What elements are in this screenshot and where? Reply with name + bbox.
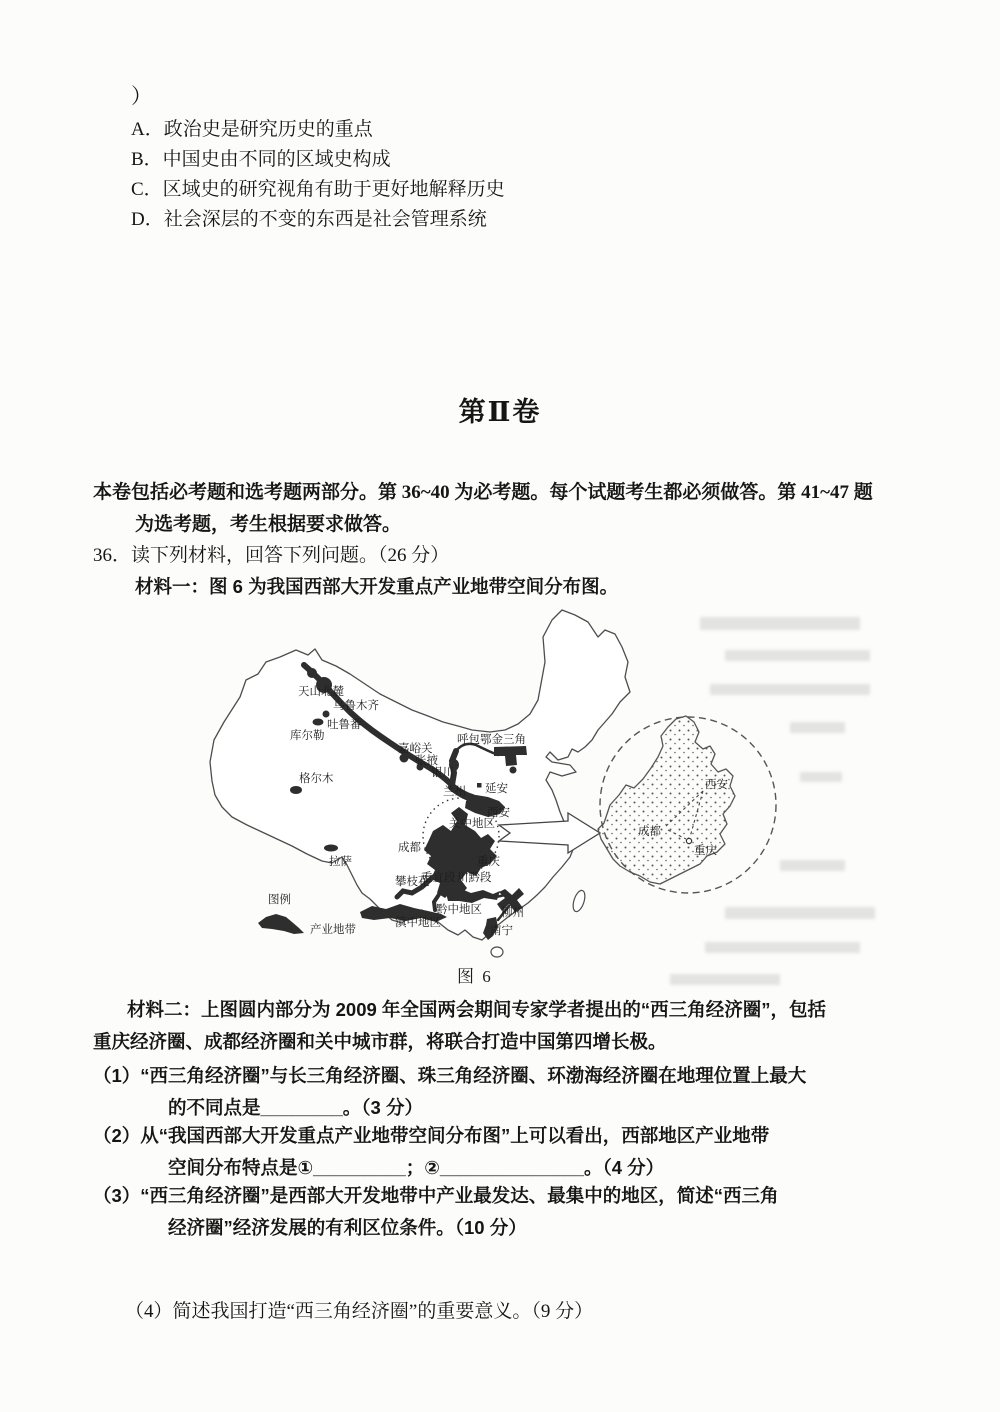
map-label-tianshan: 天山北麓 [298, 686, 344, 698]
map-label-xian: 西安 [487, 807, 510, 819]
q36-sub3-line2: 经济圈”经济发展的有利区位条件。（10 分） [168, 1217, 527, 1238]
map-label-chongyi: 重宜段 [421, 872, 456, 884]
q36-sub1-line2: 的不同点是________。（3 分） [168, 1097, 423, 1118]
intro-line-2: 为选考题，考生根据要求做答。 [135, 514, 402, 535]
map-label-chengdu: 成都 [398, 842, 421, 854]
map-legend [258, 892, 356, 936]
map-label-hubaoe: 呼包鄂金三角 [457, 734, 526, 746]
map-label-golmud: 格尔木 [299, 773, 334, 785]
map-label-chuanqian: 川黔段 [457, 872, 492, 884]
map-label-panzhihua: 攀枝花 [395, 876, 430, 888]
inset-region [598, 716, 735, 884]
figure-caption: 图 6 [457, 967, 493, 986]
map-label-lanzhou: 兰州 [443, 786, 466, 798]
map-label-turpan: 吐鲁番 [327, 719, 362, 731]
q36-sub2-line1: （2）从“我国西部大开发重点产业地带空间分布图”上可以看出，西部地区产业地带 [93, 1125, 770, 1146]
q36-material2-line1: 材料二：上图圆内部分为 2009 年全国两会期间专家学者提出的“西三角经济圈”，包括 [127, 999, 826, 1020]
map-label-jiayuguan: 嘉峪关 [398, 743, 433, 755]
legend-belt-swatch [258, 914, 304, 934]
q36-sub4-line1: （4）简述我国打造“西三角经济圈”的重要意义。（9 分） [125, 1301, 594, 1322]
map-label-yinchuan: 银川 [431, 767, 454, 779]
map-label-qianzhong: 黔中地区 [436, 904, 482, 916]
map-label-lhasa: 拉萨 [329, 856, 352, 868]
legend-belt-label: 产业地带 [310, 924, 356, 936]
inset-detail [598, 716, 776, 893]
section-title: 第Ⅱ卷 [458, 397, 542, 427]
q36-sub2-line2: 空间分布特点是①_________；②______________。（4 分） [168, 1157, 665, 1178]
q36-sub3-line1: （3）“西三角经济圈”是西部大开发地带中产业最发达、最集中的地区，简述“西三角 [93, 1185, 779, 1206]
map-label-liuzhou: 柳州 [501, 907, 524, 919]
inset-label-xian: 西安 [705, 779, 728, 791]
legend-title: 图例 [268, 894, 291, 906]
intro-line-1: 本卷包括必考题和选考题两部分。第 36~40 为必考题。每个试题考生都必须做答。第 41~47 题 [93, 482, 873, 503]
map-label-korla: 库尔勒 [290, 730, 325, 742]
map-label-guanzhong: 关中地区 [449, 818, 495, 830]
map-label-yanan: 延安 [485, 783, 508, 795]
taiwan-island [571, 889, 587, 913]
hainan-island [491, 947, 503, 957]
map-label-dianzhong: 滇中地区 [395, 917, 441, 929]
q36-sub1-line1: （1）“西三角经济圈”与长三角经济圈、珠三角经济圈、环渤海经济圈在地理位置上最大 [93, 1065, 807, 1086]
map-label-chongqing: 重庆 [477, 856, 500, 868]
inset-label-chongqing: 重庆 [694, 845, 717, 857]
q36-material2-line2: 重庆经济圈、成都经济圈和关中城市群，将联合打造中国第四增长极。 [93, 1031, 667, 1052]
stray-close-paren: ） [131, 84, 152, 108]
q36-material1: 材料一：图 6 为我国西部大开发重点产业地带空间分布图。 [135, 576, 619, 597]
q36-stem: 36．读下列材料，回答下列问题。（26 分） [93, 545, 450, 566]
choice-b: B．中国史由不同的区域史构成 [131, 149, 391, 170]
map-label-nanning: 南宁 [490, 925, 513, 937]
choice-d: D．社会深层的不变的东西是社会管理系统 [131, 209, 487, 230]
map-label-urumqi: 乌鲁木齐 [333, 700, 379, 712]
inset-chongqing-marker [686, 838, 691, 843]
figure6-map [200, 602, 880, 994]
choice-a: A．政治史是研究历史的重点 [131, 119, 373, 140]
choice-c: C．区域史的研究视角有助于更好地解释历史 [131, 179, 505, 200]
inset-label-chengdu: 成都 [638, 826, 661, 838]
map-label-zhangye: 张掖 [415, 755, 438, 767]
